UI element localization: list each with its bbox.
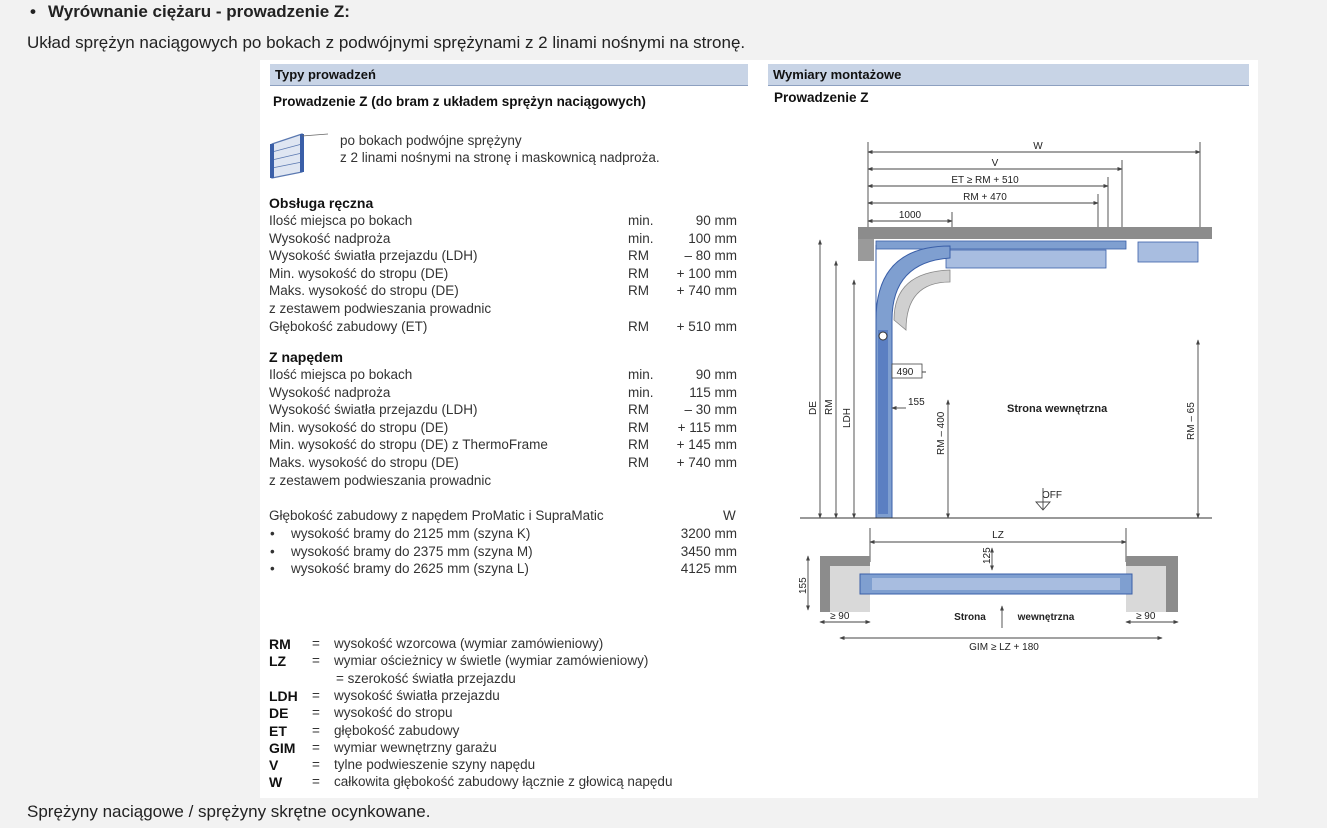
svg-text:GIM ≥ LZ + 180: GIM ≥ LZ + 180 bbox=[969, 642, 1039, 653]
heading: • Wyrównanie ciężaru - prowadzenie Z: bbox=[48, 2, 350, 22]
glossary-eq: = bbox=[312, 757, 320, 773]
depth-label: wysokość bramy do 2375 mm (szyna M) bbox=[291, 543, 533, 559]
svg-text:≥ 90: ≥ 90 bbox=[830, 611, 850, 622]
glossary-text: = szerokość światła przejazdu bbox=[336, 670, 516, 686]
svg-text:125: 125 bbox=[982, 547, 993, 564]
left-header: Typy prowadzeń bbox=[270, 64, 748, 86]
spec-unit: min. bbox=[628, 384, 654, 400]
spec-label: Ilość miejsca po bokach bbox=[269, 213, 413, 228]
spec-label: Min. wysokość do stropu (DE) bbox=[269, 265, 449, 281]
spec-value: 100 mm bbox=[688, 230, 737, 246]
glossary-text: wymiar ościeżnicy w świetle (wymiar zamówieniowy) bbox=[334, 653, 649, 669]
drive-title: Z napędem bbox=[269, 349, 343, 365]
spec-label: Wysokość nadproża bbox=[269, 384, 391, 400]
spec-label: Ilość miejsca po bokach bbox=[269, 367, 413, 382]
spec-value: + 115 mm bbox=[677, 419, 737, 435]
depth-label: wysokość bramy do 2125 mm (szyna K) bbox=[291, 526, 531, 541]
svg-text:RM: RM bbox=[824, 399, 835, 415]
glossary-text: wysokość światła przejazdu bbox=[334, 687, 500, 703]
svg-text:RM – 65: RM – 65 bbox=[1186, 402, 1197, 440]
spec-label: Maks. wysokość do stropu (DE) bbox=[269, 283, 459, 299]
spec-label: z zestawem podwieszania prowadnic bbox=[269, 301, 492, 316]
glossary-key: LDH bbox=[269, 687, 298, 704]
spec-label: Wysokość światła przejazdu (LDH) bbox=[269, 402, 478, 418]
spec-label: Min. wysokość do stropu (DE) z ThermoFrame bbox=[269, 437, 548, 453]
svg-text:1000: 1000 bbox=[898, 210, 922, 221]
glossary-key: LZ bbox=[269, 653, 287, 670]
svg-text:W: W bbox=[1033, 141, 1043, 152]
svg-text:Strona wewnętrzna: Strona wewnętrzna bbox=[1007, 403, 1108, 415]
svg-text:155: 155 bbox=[908, 397, 925, 408]
glossary-eq: = bbox=[312, 705, 320, 721]
depth-bullet: • bbox=[270, 543, 275, 559]
spec-label: Głębokość zabudowy (ET) bbox=[269, 318, 428, 334]
svg-text:ET ≥ RM + 510: ET ≥ RM + 510 bbox=[951, 175, 1019, 186]
spec-value: – 80 mm bbox=[684, 248, 737, 264]
depth-title: Głębokość zabudowy z napędem ProMatic i SupraMatic bbox=[269, 508, 604, 523]
spec-label: Wysokość światła przejazdu (LDH) bbox=[269, 248, 478, 264]
depth-label: wysokość bramy do 2625 mm (szyna L) bbox=[291, 561, 529, 577]
spec-value: + 740 mm bbox=[676, 455, 737, 470]
glossary-text: głębokość zabudowy bbox=[334, 722, 460, 738]
svg-text:DE: DE bbox=[808, 401, 819, 415]
side-view-drawing bbox=[780, 130, 1250, 501]
manual-title: Obsługa ręczna bbox=[269, 195, 374, 211]
spec-unit: RM bbox=[628, 248, 649, 264]
depth-value: 4125 mm bbox=[680, 561, 737, 577]
spec-unit: RM bbox=[628, 283, 649, 299]
spec-unit: RM bbox=[628, 265, 649, 281]
svg-text:LZ: LZ bbox=[992, 530, 1004, 541]
svg-text:LDH: LDH bbox=[842, 407, 853, 428]
glossary-eq: = bbox=[312, 687, 320, 703]
spec-unit: RM bbox=[628, 437, 649, 453]
glossary-text: wysokość wzorcowa (wymiar zamówieniowy) bbox=[334, 636, 604, 651]
glossary-eq: = bbox=[312, 739, 320, 755]
spec-value: – 30 mm bbox=[684, 402, 737, 418]
svg-text:≥ 90: ≥ 90 bbox=[1136, 611, 1156, 622]
glossary-eq: = bbox=[312, 636, 320, 651]
spec-value: + 740 mm bbox=[676, 283, 737, 299]
depth-value: 3450 mm bbox=[680, 543, 737, 559]
spec-label: Wysokość nadproża bbox=[269, 230, 391, 246]
spec-label: Maks. wysokość do stropu (DE) bbox=[269, 455, 459, 470]
depth-value: 3200 mm bbox=[680, 526, 737, 541]
spec-value: + 510 mm bbox=[676, 318, 737, 334]
spec-unit: RM bbox=[628, 318, 649, 334]
spec-unit: RM bbox=[628, 402, 649, 418]
spec-value: 90 mm bbox=[695, 367, 737, 382]
spec-label: Min. wysokość do stropu (DE) bbox=[269, 419, 449, 435]
spec-label: z zestawem podwieszania prowadnic bbox=[269, 472, 492, 488]
svg-text:RM – 400: RM – 400 bbox=[936, 411, 947, 455]
desc-line-2: z 2 linami nośnymi na stronę i maskownicą nadproża. bbox=[340, 150, 660, 165]
glossary-text: tylne podwieszenie szyny napędu bbox=[334, 757, 536, 773]
glossary-eq: = bbox=[312, 774, 320, 790]
right-header: Wymiary montażowe bbox=[768, 64, 1249, 86]
glossary-text: wysokość do stropu bbox=[334, 705, 453, 721]
door-icon bbox=[268, 130, 330, 180]
desc-line-1: po bokach podwójne sprężyny bbox=[340, 133, 522, 148]
spec-unit: RM bbox=[628, 455, 649, 470]
glossary-key: DE bbox=[269, 705, 289, 722]
top-view-drawing bbox=[800, 522, 1220, 652]
footer-text: Sprężyny naciągowe / sprężyny skrętne ocynkowane. bbox=[27, 802, 431, 821]
glossary-key: V bbox=[269, 757, 279, 774]
right-subtitle: Prowadzenie Z bbox=[774, 90, 869, 105]
glossary-text: całkowita głębokość zabudowy łącznie z głowicą napędu bbox=[334, 774, 673, 790]
glossary-eq: = bbox=[312, 722, 320, 738]
svg-text:Strona: Strona bbox=[954, 612, 986, 623]
spec-value: 90 mm bbox=[695, 213, 737, 228]
depth-bullet: • bbox=[270, 526, 275, 541]
spec-unit: RM bbox=[628, 419, 649, 435]
depth-bullet: • bbox=[270, 561, 275, 577]
spec-unit: min. bbox=[628, 213, 654, 228]
spec-value: + 100 mm bbox=[676, 265, 737, 281]
spec-unit: min. bbox=[628, 367, 654, 382]
spec-unit: min. bbox=[628, 230, 654, 246]
svg-text:OFF: OFF bbox=[1042, 490, 1062, 501]
dimension-labels-top bbox=[899, 141, 1043, 221]
spec-value: 115 mm bbox=[689, 384, 737, 400]
glossary-text: wymiar wewnętrzny garażu bbox=[334, 739, 497, 755]
svg-text:RM + 470: RM + 470 bbox=[963, 192, 1007, 203]
depth-col-label: W bbox=[723, 508, 736, 523]
intro-text: Układ sprężyn naciągowych po bokach z podwójnymi sprężynami z 2 linami nośnymi na stronę. bbox=[27, 33, 746, 52]
svg-text:155: 155 bbox=[798, 577, 809, 594]
glossary-key: W bbox=[269, 774, 283, 791]
spec-sheet bbox=[260, 60, 1258, 798]
svg-text:V: V bbox=[991, 158, 999, 169]
glossary-key: ET bbox=[269, 722, 287, 739]
glossary-eq: = bbox=[312, 653, 320, 669]
spec-value: + 145 mm bbox=[676, 437, 737, 453]
dimension-labels-side bbox=[808, 367, 1197, 501]
glossary-key: GIM bbox=[269, 739, 296, 756]
svg-text:wewnętrzna: wewnętrzna bbox=[1017, 612, 1075, 623]
glossary-key: RM bbox=[269, 636, 291, 652]
svg-text:490: 490 bbox=[896, 367, 914, 378]
left-subtitle: Prowadzenie Z (do bram z układem sprężyn naciągowych) bbox=[273, 94, 646, 109]
